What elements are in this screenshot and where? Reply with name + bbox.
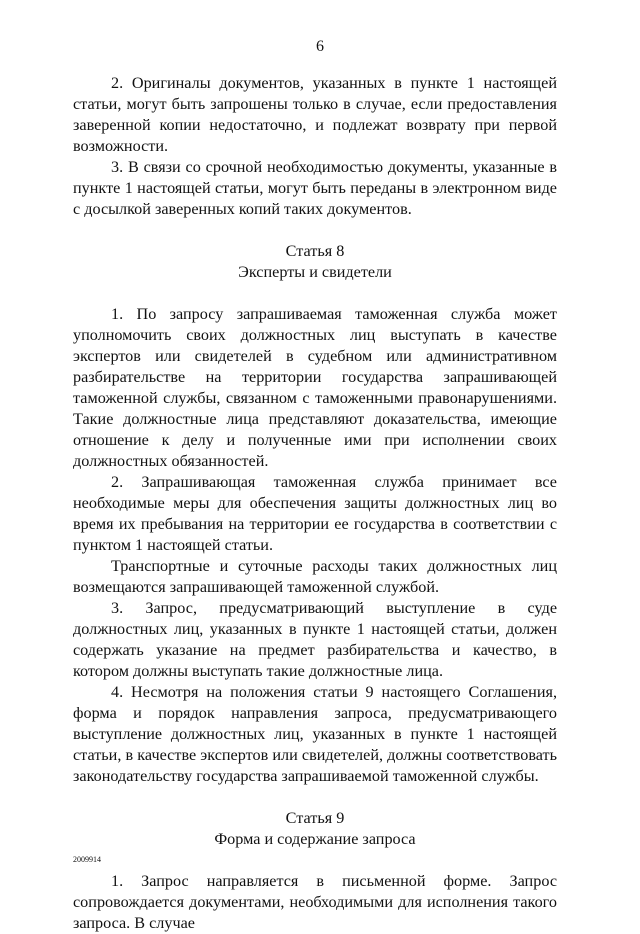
document-body <box>73 73 557 934</box>
paragraph: 4. Несмотря на положения статьи 9 настоящего Соглашения, форма и порядок направления запроса, предусматривающего выступление должностных лиц, указанных в пункте 1 настоящей статьи, в качестве экспертов или свидетелей, должны соответствовать законодательству государства запрашиваемой таможенной службы. <box>73 683 557 785</box>
paragraph: 2. Оригиналы документов, указанных в пункте 1 настоящей статьи, могут быть запрошены только в случае, если предоставления заверенной копии недостаточно, и подлежат возврату при первой возможности. <box>73 74 557 155</box>
article-9-title: Форма и содержание запроса <box>214 830 416 848</box>
paragraph: 1. По запросу запрашиваемая таможенная служба может уполномочить своих должностных лиц выступать в качестве экспертов или свидетелей в судебном или административном разбирательстве на территории государства запрашивающей таможенной службы, связанном с таможенными правонарушениями. Такие должностные лица представляют доказательства, имеющие отношение к делу и полученные ими при исполнении своих должностных обязанностей. <box>73 305 557 470</box>
paragraph: 1. Запрос направляется в письменной форме. Запрос сопровождается документами, необходимыми для исполнения такого запроса. В случае <box>73 872 557 932</box>
document-code: 2009914 <box>73 855 101 864</box>
paragraph: 2. Запрашивающая таможенная служба принимает все необходимые меры для обеспечения защиты должностных лиц во время их пребывания на территории ее государства в соответствии с пунктом 1 настоящей статьи. <box>73 473 557 554</box>
paragraph: 3. Запрос, предусматривающий выступление в суде должностных лиц, указанных в пункте 1 настоящей статьи, должен содержать указание на предмет разбирательства и качество, в котором должны выступать такие должностные лица. <box>73 599 557 680</box>
paragraph: 3. В связи со срочной необходимостью документы, указанные в пункте 1 настоящей статьи, могут быть переданы в электронном виде с досылкой заверенных копий таких документов. <box>73 158 557 218</box>
article-9-number: Статья 9 <box>285 809 345 827</box>
page-number: 6 <box>316 38 324 55</box>
article-8-title: Эксперты и свидетели <box>238 263 392 281</box>
paragraph: Транспортные и суточные расходы таких должностных лиц возмещаются запрашивающей таможенной службой. <box>73 557 557 596</box>
article-8-number: Статья 8 <box>285 242 345 260</box>
